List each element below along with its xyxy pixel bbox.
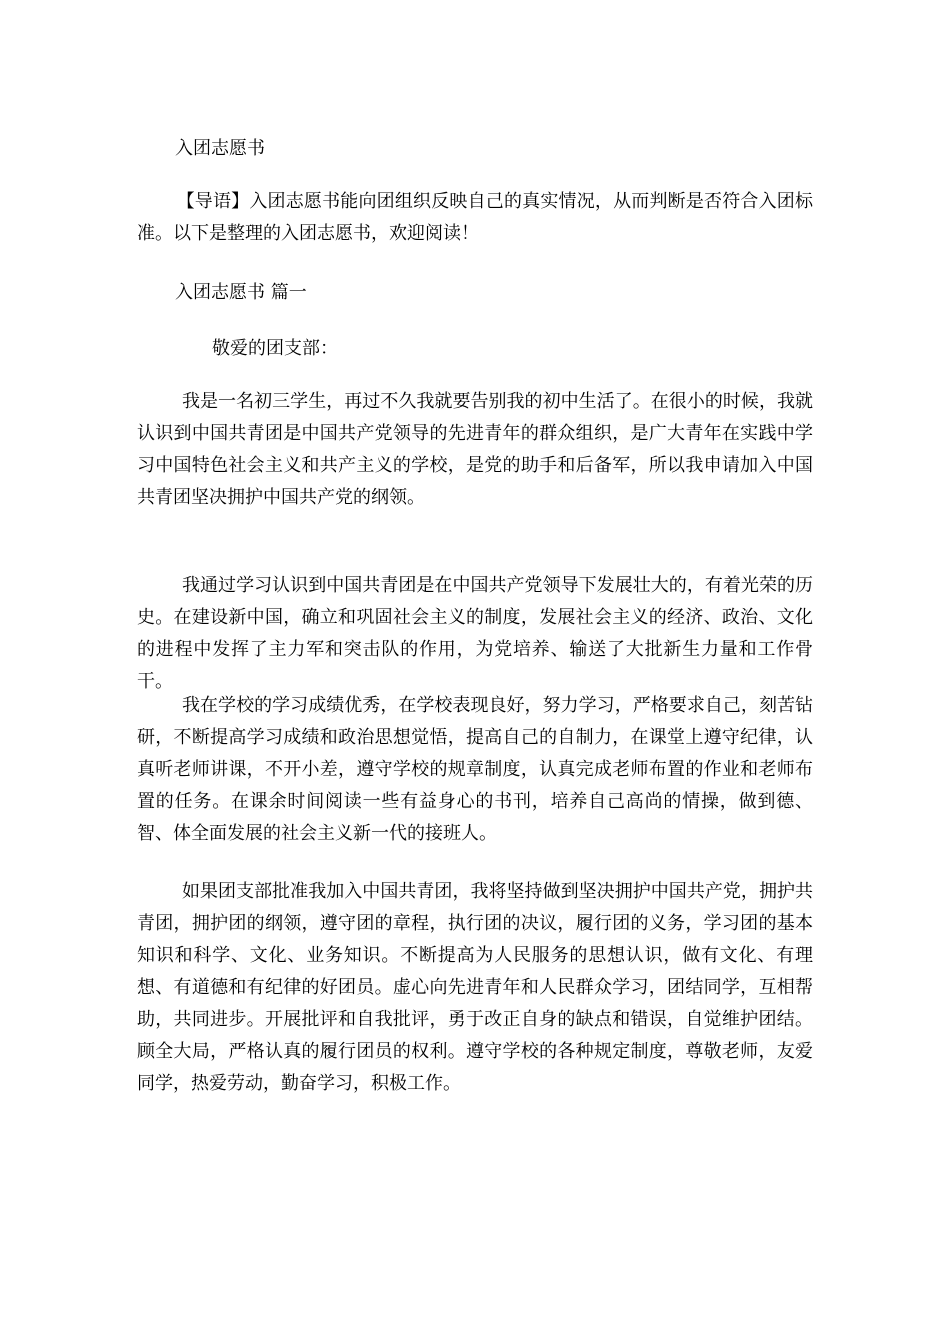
intro-paragraph: 【导语】入团志愿书能向团组织反映自己的真实情况，从而判断是否符合入团标准。以下是整理的入团志愿书，欢迎阅读！ <box>137 191 813 244</box>
body-paragraph-2: 我通过学习认识到中国共青团是在中国共产党领导下发展壮大的，有着光荣的历史。在建设新中国，确立和巩固社会主义的制度，发展社会主义的经济、政治、文化的进程中发挥了主力军和突击队的作用，为党培养、输送了大批新生力量和工作骨干。 <box>137 575 813 692</box>
document-title: 入团志愿书 <box>175 138 265 159</box>
body-paragraph-4: 如果团支部批准我加入中国共青团，我将坚持做到坚决拥护中国共产党，拥护共青团，拥护团的纲领，遵守团的章程，执行团的决议，履行团的义务，学习团的基本知识和科学、文化、业务知识。不断提高为人民服务的思想认识，做有文化、有理想、有道德和有纪律的好团员。虚心向先进青年和人民群众学习，团结同学，互相帮助，共同进步。开展批评和自我批评，勇于改正自身的缺点和错误，自觉维护团结。顾全大局，严格认真的履行团员的权利。遵守学校的各种规定制度，尊敬老师，友爱同学，热爱劳动，勤奋学习，积极工作。 <box>137 881 813 1094</box>
section-heading: 入团志愿书 篇一 <box>175 282 307 303</box>
body-paragraph-3: 我在学校的学习成绩优秀，在学校表现良好，努力学习，严格要求自己，刻苦钻研，不断提高学习成绩和政治思想觉悟，提高自己的自制力，在课堂上遵守纪律，认真听老师讲课，不开小差，遵守学校的规章制度，认真完成老师布置的作业和老师布置的任务。在课余时间阅读一些有益身心的书刊，培养自己高尚的情操，做到德、智、体全面发展的社会主义新一代的接班人。 <box>137 695 813 844</box>
body-paragraph-1: 我是一名初三学生，再过不久我就要告别我的初中生活了。在很小的时候，我就认识到中国共青团是中国共产党领导的先进青年的群众组织，是广大青年在实践中学习中国特色社会主义和共产主义的学校，是党的助手和后备军，所以我申请加入中国共青团坚决拥护中国共产党的纲领。 <box>137 391 813 508</box>
salutation: 敬爱的团支部： <box>212 338 338 359</box>
